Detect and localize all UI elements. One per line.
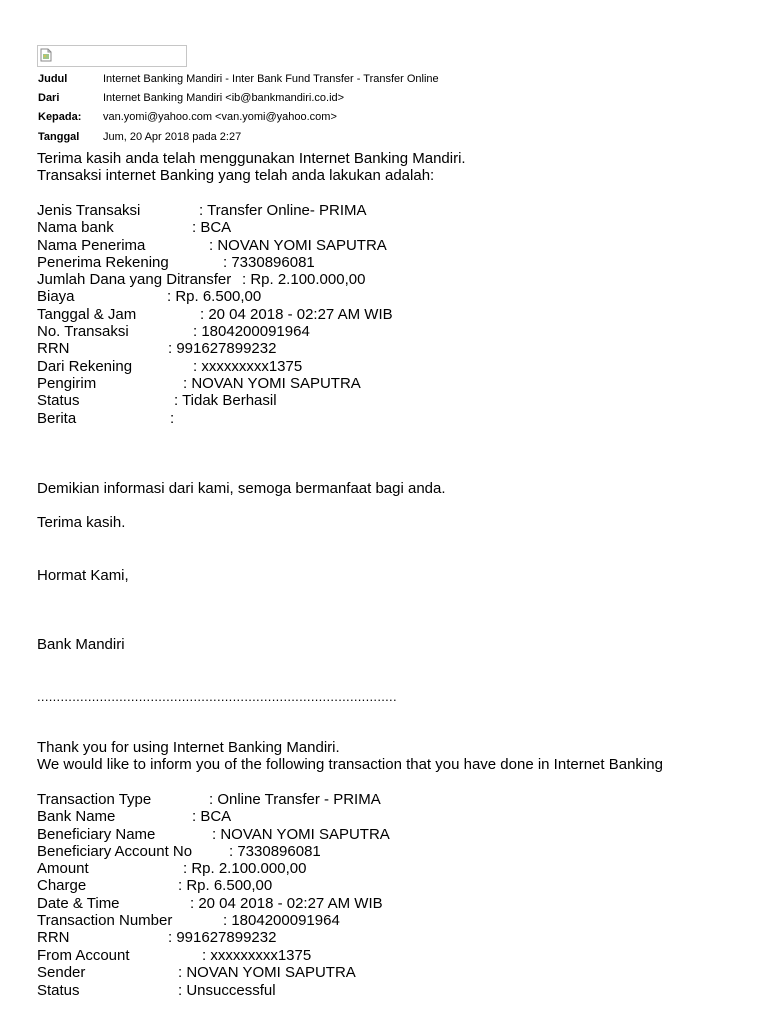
detail-label: Nama bank xyxy=(37,219,114,237)
detail-label: No. Transaksi xyxy=(37,323,129,341)
detail-value: : NOVAN YOMI SAPUTRA xyxy=(212,825,390,843)
detail-value: : xxxxxxxxx1375 xyxy=(193,357,303,375)
detail-value: : Rp. 6.500,00 xyxy=(167,288,262,306)
detail-value: : Online Transfer - PRIMA xyxy=(209,791,381,808)
detail-value: : 20 04 2018 - 02:27 AM WIB xyxy=(200,305,393,323)
cut-off-status-row xyxy=(37,982,337,999)
detail-value: : Rp. 6.500,00 xyxy=(178,877,273,895)
detail-value: : NOVAN YOMI SAPUTRA xyxy=(183,374,361,392)
detail-value: : Rp. 2.100.000,00 xyxy=(242,271,366,289)
detail-label: Dari Rekening xyxy=(37,357,133,375)
detail-value: : Transfer Online- PRIMA xyxy=(199,202,367,219)
detail-label: Biaya xyxy=(37,288,75,306)
intro-line: Terima kasih anda telah menggunakan Internet Banking Mandiri. xyxy=(37,150,466,167)
header-date-label: Tanggal xyxy=(38,131,80,143)
detail-label: Bank Name xyxy=(37,808,116,826)
detail-label: Nama Penerima xyxy=(37,236,146,254)
detail-value: : 991627899232 xyxy=(168,929,277,947)
detail-value: : NOVAN YOMI SAPUTRA xyxy=(209,236,387,254)
email-to: van.yomi@yahoo.com <van.yomi@yahoo.com> xyxy=(103,111,337,123)
detail-value: : xyxy=(170,409,175,427)
detail-label: Sender xyxy=(37,963,86,981)
detail-label: Beneficiary Account No xyxy=(37,842,193,860)
detail-label: RRN xyxy=(37,929,70,947)
detail-label: Charge xyxy=(37,877,87,895)
detail-label: Berita xyxy=(37,409,77,427)
header-subject-label: Judul xyxy=(38,73,68,85)
detail-value: : NOVAN YOMI SAPUTRA xyxy=(178,963,356,981)
english-intro xyxy=(37,739,663,774)
detail-value: : 7330896081 xyxy=(223,253,315,271)
detail-value: : 20 04 2018 - 02:27 AM WIB xyxy=(190,894,383,912)
detail-label: RRN xyxy=(37,340,70,358)
intro-line: Thank you for using Internet Banking Mandiri. xyxy=(37,739,340,756)
detail-label: From Account xyxy=(37,946,130,964)
detail-value: : Rp. 2.100.000,00 xyxy=(183,860,307,878)
detail-label: Jumlah Dana yang Ditransfer xyxy=(37,271,232,289)
cut-off-status-value: : Unsuccessful xyxy=(178,982,276,999)
broken-image-icon xyxy=(40,48,52,62)
detail-label: Amount xyxy=(37,860,89,878)
signature-text: Bank Mandiri xyxy=(37,636,125,653)
detail-value: : 991627899232 xyxy=(168,340,277,358)
detail-label: Transaction Number xyxy=(37,912,173,930)
detail-value: : BCA xyxy=(192,219,232,237)
detail-label: Transaction Type xyxy=(37,791,152,808)
detail-label: Beneficiary Name xyxy=(37,825,156,843)
email-from: Internet Banking Mandiri <ib@bankmandiri.co.id> xyxy=(103,92,345,104)
email-date: Jum, 20 Apr 2018 pada 2:27 xyxy=(103,131,242,143)
detail-label: Status xyxy=(37,392,80,410)
closing-text: Demikian informasi dari kami, semoga bermanfaat bagi anda. xyxy=(37,480,446,497)
header-to-label: Kepada: xyxy=(38,111,82,123)
cut-off-status-label: Status xyxy=(37,982,80,999)
regards-text: Hormat Kami, xyxy=(37,567,129,584)
header-from-label: Dari xyxy=(38,92,60,104)
thanks-text: Terima kasih. xyxy=(37,514,126,531)
detail-label: Tanggal & Jam xyxy=(37,305,137,323)
detail-value: : 1804200091964 xyxy=(193,323,310,341)
detail-value: : 7330896081 xyxy=(229,842,321,860)
detail-label: Pengirim xyxy=(37,374,97,392)
email-subject: Internet Banking Mandiri - Inter Bank Fund Transfer - Transfer Online xyxy=(103,73,439,85)
detail-label: Jenis Transaksi xyxy=(37,202,141,219)
intro-line: We would like to inform you of the following transaction that you have done in Internet Banking xyxy=(37,756,663,774)
detail-value: : 1804200091964 xyxy=(223,912,340,930)
separator: ............................................................................................ xyxy=(37,689,397,704)
indonesian-intro xyxy=(37,150,466,185)
detail-value: : xxxxxxxxx1375 xyxy=(202,946,312,964)
detail-label: Penerima Rekening xyxy=(37,253,169,271)
detail-value: : BCA xyxy=(192,808,232,826)
broken-logo-image xyxy=(37,45,187,67)
detail-value: : Tidak Berhasil xyxy=(174,392,277,410)
intro-line: Transaksi internet Banking yang telah anda lakukan adalah: xyxy=(37,167,435,185)
detail-label: Date & Time xyxy=(37,894,120,912)
